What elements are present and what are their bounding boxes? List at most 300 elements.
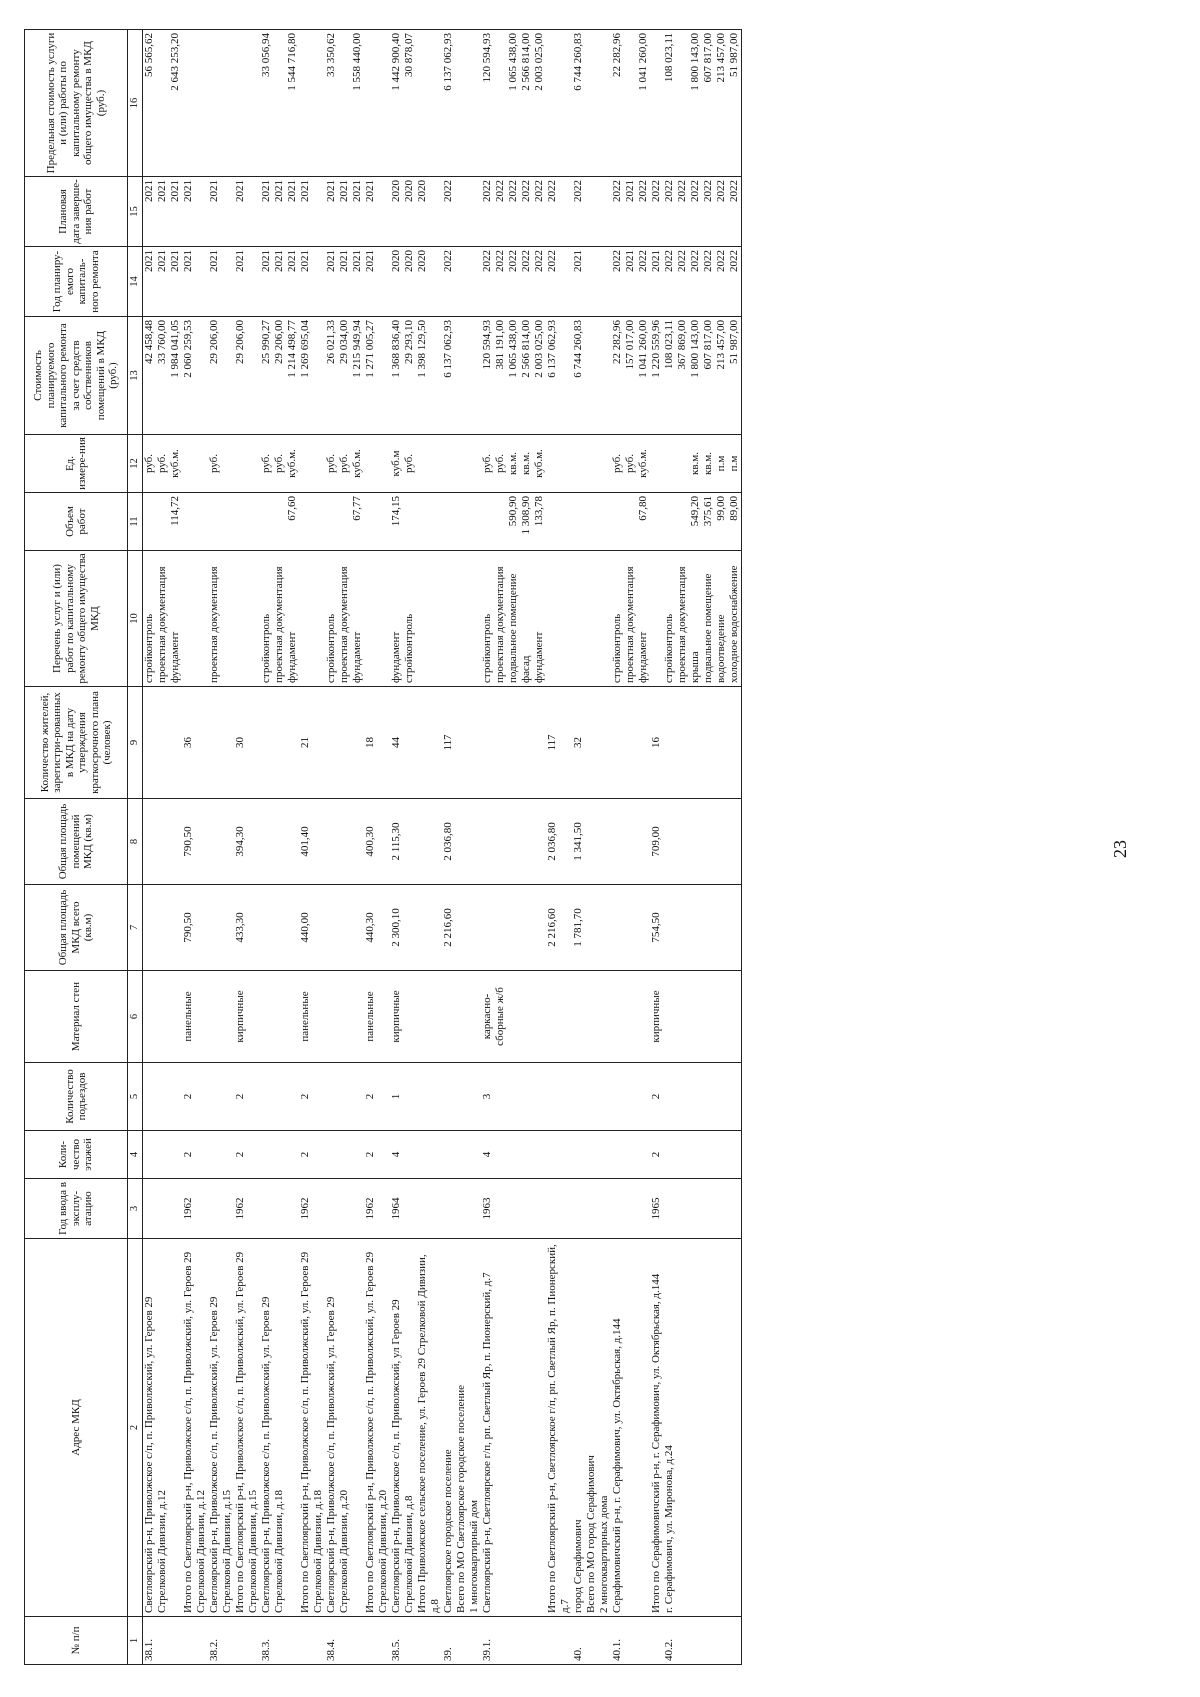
table-cell	[182, 30, 208, 177]
table-cell	[143, 687, 183, 799]
table-cell	[260, 885, 299, 971]
table-cell	[546, 1617, 572, 1665]
table-cell: 120 594,93 381 191,00 1 065 438,00 2 566 814,00 2 003 025,00	[481, 317, 546, 435]
table-row	[182, 30, 208, 1665]
table-cell: руб. руб. куб.м.	[611, 435, 650, 493]
table-cell: 790,50	[182, 799, 208, 885]
table-cell: кирпичные	[234, 971, 260, 1063]
table-row	[390, 30, 416, 1665]
table-cell: 2 216,60	[546, 885, 572, 971]
table-cell: 2021	[299, 177, 325, 247]
table-cell: 2020 2020	[390, 177, 416, 247]
table-cell: 790,50	[182, 885, 208, 971]
table-cell: город Серафимович Всего по МО город Серафимович 2 многоквартирных дома	[572, 1239, 611, 1617]
table-cell: 2 216,60	[442, 885, 481, 971]
table-cell: г. Серафимович, ул. Миронова, д.24	[663, 1239, 742, 1617]
table-cell: 2021	[182, 247, 208, 317]
column-header: № п/п	[25, 1617, 128, 1665]
table-cell: 2 115,30	[390, 799, 416, 885]
table-cell: 549,20 375,61 99,00 89,00	[663, 493, 742, 551]
table-cell: стройконтроль проектная документация фундамент	[611, 551, 650, 687]
table-cell: каркасно-сборные ж/б	[481, 971, 546, 1063]
table-cell: 440,30	[364, 885, 390, 971]
table-cell: 2021	[364, 247, 390, 317]
table-cell: 22 282,96 1 041 260,00	[611, 30, 650, 177]
table-cell: 2021 2021 2021	[143, 247, 183, 317]
table-cell: 2021 2021 2021	[143, 177, 183, 247]
table-cell	[572, 493, 611, 551]
table-cell	[572, 1131, 611, 1179]
table-cell	[299, 435, 325, 493]
table-cell	[416, 30, 442, 177]
column-number: 13	[128, 317, 143, 435]
table-cell: 40.	[572, 1617, 611, 1665]
table-cell: 2022	[572, 177, 611, 247]
table-cell: Итого по Светлоярский р-н, Приволжское с/п, п. Приволжский, ул. Героев 29 Стрелковой Дивизии, д.18	[299, 1239, 325, 1617]
table-cell	[442, 435, 481, 493]
table-cell: кирпичные	[390, 971, 416, 1063]
table-cell: фундамент стройконтроль	[390, 551, 416, 687]
table-cell	[260, 687, 299, 799]
table-cell	[143, 1131, 183, 1179]
table-cell: панельные	[182, 971, 208, 1063]
table-cell: 2022 2021 2022	[611, 247, 650, 317]
table-cell: 2	[234, 1131, 260, 1179]
table-cell	[208, 1131, 234, 1179]
table-cell	[481, 885, 546, 971]
page-number: 23	[1110, 840, 1130, 858]
table-cell: 25 990,27 29 206,00 1 214 498,77	[260, 317, 299, 435]
table-cell	[325, 1131, 364, 1179]
table-cell	[208, 971, 234, 1063]
table-cell: 38.5.	[390, 1617, 416, 1665]
table-cell	[208, 493, 234, 551]
table-cell	[416, 799, 442, 885]
table-cell: 6 137 062,93	[546, 317, 572, 435]
table-cell: 590,90 1 308,90 133,78	[481, 493, 546, 551]
table-cell	[416, 1617, 442, 1665]
table-cell	[325, 1179, 364, 1239]
table-cell	[143, 971, 183, 1063]
table-cell: 2022	[442, 177, 481, 247]
column-number: 4	[128, 1131, 143, 1179]
table-cell	[208, 687, 234, 799]
table-cell: 36	[182, 687, 208, 799]
table-body	[143, 30, 742, 1665]
table-cell	[663, 971, 742, 1063]
column-number: 7	[128, 885, 143, 971]
table-cell: 6 137 062,93	[442, 30, 481, 177]
table-cell	[546, 971, 572, 1063]
table-cell	[260, 1063, 299, 1131]
table-cell	[611, 885, 650, 971]
table-cell: руб. руб. куб.м.	[325, 435, 364, 493]
table-cell: 1963	[481, 1179, 546, 1239]
table-cell: 1964	[390, 1179, 416, 1239]
table-cell	[260, 971, 299, 1063]
table-cell: 117	[546, 687, 572, 799]
table-cell	[260, 1179, 299, 1239]
table-cell	[234, 435, 260, 493]
table-cell	[611, 971, 650, 1063]
table-cell: 433,30	[234, 885, 260, 971]
table-cell: 32	[572, 687, 611, 799]
table-row	[208, 30, 234, 1665]
table-cell: 108 023,11 1 800 143,00 607 817,00 213 457,00 51 987,00	[663, 30, 742, 177]
table-cell: 67,60	[260, 493, 299, 551]
table-cell: 2022	[546, 247, 572, 317]
table-cell: 1 269 695,04	[299, 317, 325, 435]
table-row	[143, 30, 183, 1665]
table-cell: 38.3.	[260, 1617, 299, 1665]
table-cell: 2022	[546, 177, 572, 247]
column-header: Коли-чество этажей	[25, 1131, 128, 1179]
table-cell	[546, 1131, 572, 1179]
table-cell: руб. руб. куб.м.	[260, 435, 299, 493]
table-cell	[416, 971, 442, 1063]
table-cell: 2022	[650, 177, 663, 247]
table-cell	[364, 551, 390, 687]
table-cell: 401,40	[299, 799, 325, 885]
table-cell: 174,15	[390, 493, 416, 551]
table-cell	[208, 30, 234, 177]
table-cell	[416, 1131, 442, 1179]
table-cell: 120 594,93 1 065 438,00 2 566 814,00 2 003 025,00	[481, 30, 546, 177]
table-cell: 1	[390, 1063, 416, 1131]
column-number: 5	[128, 1063, 143, 1131]
table-cell: Светлоярский р-н, Приволжское с/п, п. Приволжский, ул Героев 29 Стрелковой Дивизии, д.8	[390, 1239, 416, 1617]
table-cell	[299, 30, 325, 177]
table-cell	[663, 1131, 742, 1179]
table-cell: Итого по Светлоярский р-н, Приволжское с/п, п. Приволжский, ул. Героев 29 Стрелковой Дивизии, д.20	[364, 1239, 390, 1617]
table-cell	[364, 435, 390, 493]
table-cell: 3	[481, 1063, 546, 1131]
table-cell: 1 368 836,40 29 293,10	[390, 317, 416, 435]
column-header: Объем работ	[25, 493, 128, 551]
table-cell: 2	[234, 1063, 260, 1131]
table-cell: Итого по Светлоярский р-н, Светлоярское г/п, рп. Светлый Яр, п. Пионерский, д.7	[546, 1239, 572, 1617]
table-row	[546, 30, 572, 1665]
table-cell	[208, 799, 234, 885]
table-cell	[663, 1179, 742, 1239]
table-cell	[182, 435, 208, 493]
column-number: 14	[128, 247, 143, 317]
table-cell: 2022	[442, 247, 481, 317]
table-cell: 2022 2021 2022	[611, 177, 650, 247]
table-cell	[364, 1617, 390, 1665]
table-cell: 108 023,11 367 869,00 1 800 143,00 607 817,00 213 457,00 51 987,00	[663, 317, 742, 435]
table-cell: 33 350,62 1 558 440,00	[325, 30, 364, 177]
table-cell: 2021	[208, 177, 234, 247]
table-cell: 2020	[416, 177, 442, 247]
table-cell: 440,00	[299, 885, 325, 971]
column-header: Предельная стоимость услуги и (или) работы по капитальному ремонту общего имущества в МКД (руб.)	[25, 30, 128, 177]
table-cell: 2021 2021 2021	[325, 177, 364, 247]
table-cell: Светлоярский р-н, Приволжское с/п, п. Приволжский, ул. Героев 29 Стрелковой Дивизии, д.15	[208, 1239, 234, 1617]
table-cell: 6 744 260,83	[572, 30, 611, 177]
column-header: Ед. измере-ния	[25, 435, 128, 493]
table-cell: 2	[364, 1063, 390, 1131]
table-cell: панельные	[364, 971, 390, 1063]
table-cell	[546, 493, 572, 551]
table-row	[650, 30, 663, 1665]
table-cell: 6 744 260,83	[572, 317, 611, 435]
table-cell: 2021	[650, 247, 663, 317]
table-cell	[182, 493, 208, 551]
table-cell: 1962	[299, 1179, 325, 1239]
table-cell	[143, 799, 183, 885]
table-cell	[572, 551, 611, 687]
table-cell: Серафимовичский р-н, г. Серафимович, ул. Октябрьская, д.144	[611, 1239, 650, 1617]
table-row	[234, 30, 260, 1665]
table-cell: Светлоярский р-н, Светлоярское г/п, рп. Светлый Яр, п. Пионерский, д.7	[481, 1239, 546, 1617]
column-number: 2	[128, 1239, 143, 1617]
table-cell: руб. руб. куб.м.	[143, 435, 183, 493]
table-cell: 709,00	[650, 799, 663, 885]
table-cell	[325, 1063, 364, 1131]
column-header: Материал стен	[25, 971, 128, 1063]
table-cell	[611, 687, 650, 799]
table-row	[663, 30, 742, 1665]
table-cell	[234, 30, 260, 177]
table-cell: стройконтроль проектная документация фундамент	[260, 551, 299, 687]
column-header: Количество жителей, зарегистри-рованных в МКД на дату утверждения краткосрочного плана (человек)	[25, 687, 128, 799]
table-cell: 2022 2022 2022 2022 2022	[481, 177, 546, 247]
table-cell: 2 036,80	[442, 799, 481, 885]
table-cell	[546, 1179, 572, 1239]
column-number: 10	[128, 551, 143, 687]
table-cell: 1 271 005,27	[364, 317, 390, 435]
table-cell	[208, 885, 234, 971]
table-cell: 2021	[234, 247, 260, 317]
table-cell	[572, 1063, 611, 1131]
table-cell	[546, 551, 572, 687]
column-number: 11	[128, 493, 143, 551]
table-cell: Итого по Светлоярский р-н, Приволжское с/п, п. Приволжский, ул. Героев 29 Стрелковой Дивизии, д.12	[182, 1239, 208, 1617]
column-number: 15	[128, 177, 143, 247]
table-cell: 2020	[416, 247, 442, 317]
table-cell: Светлоярский р-н, Приволжское с/п, п. Приволжский, ул. Героев 29 Стрелковой Дивизии, д.18	[260, 1239, 299, 1617]
table-row	[325, 30, 364, 1665]
header-row	[25, 30, 128, 1665]
table-cell: 2021	[234, 177, 260, 247]
table-cell: 2 036,80	[546, 799, 572, 885]
table-cell	[234, 493, 260, 551]
table-cell: 117	[442, 687, 481, 799]
table-row	[572, 30, 611, 1665]
table-cell: 2	[650, 1131, 663, 1179]
table-cell	[650, 493, 663, 551]
table-cell	[325, 971, 364, 1063]
table-cell: 21	[299, 687, 325, 799]
table-cell: 2	[650, 1063, 663, 1131]
table-cell	[442, 971, 481, 1063]
table-cell	[364, 30, 390, 177]
table-cell	[299, 1617, 325, 1665]
table-cell: 2021 2021 2021	[260, 247, 299, 317]
table-cell: 2 060 259,53	[182, 317, 208, 435]
table-cell: 114,72	[143, 493, 183, 551]
table-cell: панельные	[299, 971, 325, 1063]
table-cell	[260, 1131, 299, 1179]
table-cell	[208, 1179, 234, 1239]
table-cell	[546, 1063, 572, 1131]
column-header: Плановая дата заверше-ния работ	[25, 177, 128, 247]
column-header: Год ввода в эксплу-атацию	[25, 1179, 128, 1239]
column-number-row	[128, 30, 143, 1665]
table-cell: 1962	[182, 1179, 208, 1239]
table-cell	[143, 1063, 183, 1131]
table-cell: 1 220 559,96	[650, 317, 663, 435]
table-cell: 1962	[234, 1179, 260, 1239]
table-cell: 2022 2022 2022 2022 2022	[481, 247, 546, 317]
column-header: Перечень услуг и (или) работ по капитальному ремонту общего имущества МКД	[25, 551, 128, 687]
table-cell: 4	[481, 1131, 546, 1179]
table-cell: кирпичные	[650, 971, 663, 1063]
table-cell	[260, 799, 299, 885]
table-cell: 2021 2021 2021	[260, 177, 299, 247]
table-cell	[442, 1131, 481, 1179]
table-cell: кв.м. кв.м. п.м п.м	[663, 435, 742, 493]
table-cell: 2	[299, 1063, 325, 1131]
column-number: 8	[128, 799, 143, 885]
table-cell: 42 458,48 33 760,00 1 984 041,05	[143, 317, 183, 435]
table-cell: 2021	[182, 177, 208, 247]
table-cell: 39.1.	[481, 1617, 546, 1665]
table-cell: 394,30	[234, 799, 260, 885]
table-cell: 6 137 062,93	[442, 317, 481, 435]
table-cell: 26 021,33 29 034,00 1 215 949,94	[325, 317, 364, 435]
table-cell: 1965	[650, 1179, 663, 1239]
table-cell	[416, 1179, 442, 1239]
column-header: Общая площадь МКД всего (кв.м)	[25, 885, 128, 971]
table-cell: 2021	[208, 247, 234, 317]
table-cell: 2	[182, 1063, 208, 1131]
table-cell: Светлоярский р-н, Приволжское с/п, п. Приволжский, ул. Героев 29 Стрелковой Дивизии, д.12	[143, 1239, 183, 1617]
table-cell	[442, 1063, 481, 1131]
table-cell	[364, 493, 390, 551]
column-number: 12	[128, 435, 143, 493]
table-cell	[416, 551, 442, 687]
table-cell: 2022 2022 2022 2022 2022 2022	[663, 177, 742, 247]
table-cell: 44	[390, 687, 416, 799]
table-row	[416, 30, 442, 1665]
column-number: 16	[128, 30, 143, 177]
table-cell	[546, 30, 572, 177]
table-cell: проектная документация	[208, 551, 234, 687]
table-cell: 754,50	[650, 885, 663, 971]
table-cell: 1 398 129,50	[416, 317, 442, 435]
table-cell: 38.4.	[325, 1617, 364, 1665]
table-cell	[650, 551, 663, 687]
column-number: 9	[128, 687, 143, 799]
table-cell: руб.	[208, 435, 234, 493]
table-cell	[546, 435, 572, 493]
table-cell: 2	[182, 1131, 208, 1179]
table-cell	[143, 1179, 183, 1239]
table-cell: 2 300,10	[390, 885, 416, 971]
table-cell	[442, 551, 481, 687]
table-cell	[143, 885, 183, 971]
table-cell: 56 565,62 2 643 253,20	[143, 30, 183, 177]
table-cell	[650, 435, 663, 493]
table-cell: 2022 2022 2022 2022 2022 2022	[663, 247, 742, 317]
table-cell: 1 442 900,40 30 878,07	[390, 30, 416, 177]
table-cell: Светлоярское городское поселение Всего по МО Светлоярское городское поселение 1 многоквартирный дом	[442, 1239, 481, 1617]
table-cell	[481, 687, 546, 799]
table-row	[299, 30, 325, 1665]
table-cell	[481, 799, 546, 885]
column-header: Год планиру-емого капиталь-ного ремонта	[25, 247, 128, 317]
table-cell	[182, 551, 208, 687]
table-cell: 1 341,50	[572, 799, 611, 885]
table-cell	[663, 687, 742, 799]
column-number: 6	[128, 971, 143, 1063]
table-cell: стройконтроль проектная документация подвальное помещение фасад фундамент	[481, 551, 546, 687]
column-header: Стоимость планируемого капитального ремонта за счет средств собственников помещений в МКД (руб.)	[25, 317, 128, 435]
table-cell	[572, 435, 611, 493]
table-cell: Светлоярский р-н, Приволжское с/п, п. Приволжский, ул. Героев 29 Стрелковой Дивизии, д.20	[325, 1239, 364, 1617]
table-cell: 18	[364, 687, 390, 799]
table-cell: 38.1.	[143, 1617, 183, 1665]
column-header: Общая площадь помещений МКД (кв.м)	[25, 799, 128, 885]
table-cell: 2021	[572, 247, 611, 317]
table-cell: 1962	[364, 1179, 390, 1239]
table-cell	[234, 551, 260, 687]
table-cell	[416, 1063, 442, 1131]
table-cell	[611, 1131, 650, 1179]
table-cell	[663, 1063, 742, 1131]
table-cell	[325, 885, 364, 971]
table-row	[481, 30, 546, 1665]
table-cell	[208, 1063, 234, 1131]
table-cell: 67,80	[611, 493, 650, 551]
table-cell: стройконтроль проектная документация фундамент	[143, 551, 183, 687]
table-cell: 40.2.	[663, 1617, 742, 1665]
table-row	[442, 30, 481, 1665]
table-cell	[442, 493, 481, 551]
table-cell: 67,77	[325, 493, 364, 551]
table-cell: стройконтроль проектная документация фундамент	[325, 551, 364, 687]
column-number: 1	[128, 1617, 143, 1665]
table-cell	[650, 1617, 663, 1665]
table-cell: 29 206,00	[234, 317, 260, 435]
table-cell: Итого по Светлоярский р-н, Приволжское с/п, п. Приволжский, ул. Героев 29 Стрелковой Дивизии, д.15	[234, 1239, 260, 1617]
table-cell: 2	[364, 1131, 390, 1179]
table-cell: стройконтроль проектная документация крыша подвальное помещение водоотведение холодное водоснабжение	[663, 551, 742, 687]
table-cell	[663, 799, 742, 885]
table-cell	[234, 1617, 260, 1665]
column-header: Количество подъездов	[25, 1063, 128, 1131]
table-cell: 33 056,94 1 544 716,80	[260, 30, 299, 177]
table-cell	[299, 493, 325, 551]
table-cell	[442, 1179, 481, 1239]
table-cell: 4	[390, 1131, 416, 1179]
table-cell: 2020 2020	[390, 247, 416, 317]
column-header: Адрес МКД	[25, 1239, 128, 1617]
table-cell: 38.2.	[208, 1617, 234, 1665]
table-cell: 2021	[364, 177, 390, 247]
table-cell	[416, 493, 442, 551]
table-cell	[650, 30, 663, 177]
table-cell: 30	[234, 687, 260, 799]
table-cell: Итого по Серафимовичский р-н, г. Серафимович, ул. Октябрьская, д.144	[650, 1239, 663, 1617]
table-cell	[611, 799, 650, 885]
repair-plan-table	[24, 29, 742, 1665]
table-cell: 16	[650, 687, 663, 799]
table-cell: 400,30	[364, 799, 390, 885]
table-cell: куб.м руб.	[390, 435, 416, 493]
